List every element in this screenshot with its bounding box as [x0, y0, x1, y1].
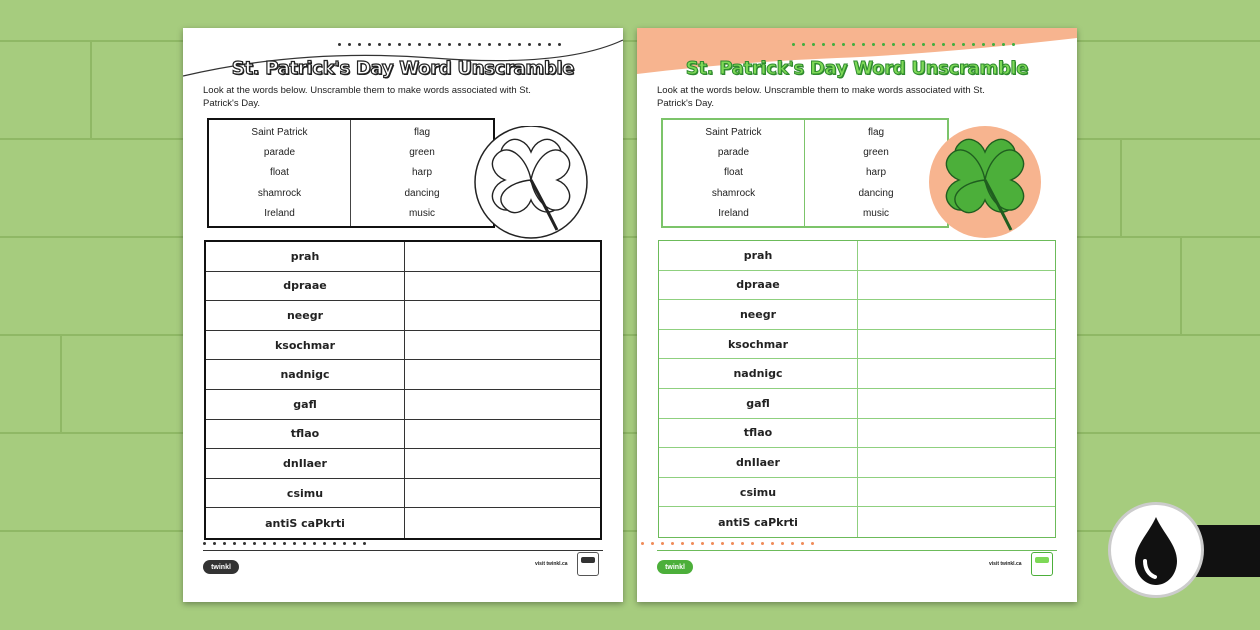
footer-dots	[203, 542, 366, 545]
answer-cell[interactable]	[858, 241, 1055, 270]
instructions: Look at the words below. Unscramble them to make words associated with St. Patrick's Day.	[203, 85, 531, 109]
word-bank-left	[663, 120, 805, 226]
word-bank-item: dancing	[404, 187, 440, 199]
visit-text: visit twinkl.ca	[989, 561, 1022, 567]
table-row	[206, 479, 600, 509]
table-row	[659, 241, 1055, 271]
table-row	[206, 390, 600, 420]
answer-cell[interactable]	[405, 272, 600, 301]
word-bank-item: music	[408, 208, 436, 220]
scrambled-word: prah	[659, 241, 858, 270]
table-row	[206, 360, 600, 390]
visit-text: visit twinkl.ca	[535, 561, 568, 567]
worksheet-colour	[637, 28, 1077, 602]
scrambled-word: antiS caPkrti	[659, 507, 858, 537]
answer-cell[interactable]	[858, 419, 1055, 448]
word-bank-item: flag	[867, 126, 885, 138]
table-row	[659, 507, 1055, 537]
word-bank-left	[209, 120, 351, 226]
word-bank-item: shamrock	[711, 187, 756, 199]
scrambled-word: tflao	[659, 419, 858, 448]
scrambled-word: ksochmar	[206, 331, 405, 360]
word-bank-item: parade	[263, 147, 296, 159]
footer-dots	[641, 542, 814, 545]
four-leaf-clover-icon	[923, 126, 1053, 244]
table-row	[206, 301, 600, 331]
scrambled-word: antiS caPkrti	[206, 508, 405, 538]
worksheet-bw	[183, 28, 623, 602]
header-dots	[792, 43, 1015, 46]
table-row	[206, 420, 600, 450]
word-bank-item: Saint Patrick	[251, 126, 308, 138]
answer-cell[interactable]	[858, 330, 1055, 359]
scrambled-word: neegr	[206, 301, 405, 330]
table-row	[206, 331, 600, 361]
word-bank-item: dancing	[858, 187, 894, 199]
scrambled-word: nadnigc	[206, 360, 405, 389]
scrambled-word: neegr	[659, 300, 858, 329]
table-row	[659, 271, 1055, 301]
answer-cell[interactable]	[858, 359, 1055, 388]
answer-cell[interactable]	[405, 301, 600, 330]
word-bank-item: green	[409, 147, 435, 159]
word-bank	[661, 118, 949, 228]
word-bank-item: harp	[411, 167, 432, 179]
table-row	[206, 272, 600, 302]
answer-cell[interactable]	[405, 479, 600, 508]
scrambled-word: csimu	[659, 478, 858, 507]
scrambled-word: tflao	[206, 420, 405, 449]
table-row	[659, 478, 1055, 508]
ink-drop-icon	[1111, 505, 1201, 595]
answer-cell[interactable]	[858, 478, 1055, 507]
scrambled-word: prah	[206, 242, 405, 271]
answer-cell[interactable]	[858, 507, 1055, 537]
answer-cell[interactable]	[405, 242, 600, 271]
word-bank	[207, 118, 495, 228]
anagram-table	[658, 240, 1056, 538]
badge-icon	[577, 552, 599, 576]
answer-cell[interactable]	[858, 389, 1055, 418]
table-row	[659, 448, 1055, 478]
scrambled-word: csimu	[206, 479, 405, 508]
page-title: St. Patrick's Day Word Unscramble	[231, 58, 575, 79]
table-row	[659, 359, 1055, 389]
scrambled-word: nadnigc	[659, 359, 858, 388]
word-bank-item: Ireland	[718, 208, 749, 220]
table-row	[206, 449, 600, 479]
scrambled-word: dnIlaer	[659, 448, 858, 477]
table-row	[659, 389, 1055, 419]
word-bank-item: float	[724, 167, 743, 179]
table-row	[659, 330, 1055, 360]
table-row	[659, 300, 1055, 330]
scrambled-word: dpraae	[206, 272, 405, 301]
table-row	[659, 419, 1055, 449]
answer-cell[interactable]	[405, 420, 600, 449]
word-bank-item: parade	[717, 147, 750, 159]
scrambled-word: gafl	[659, 389, 858, 418]
answer-cell[interactable]	[858, 271, 1055, 300]
word-bank-item: harp	[865, 167, 886, 179]
table-row	[206, 508, 600, 538]
four-leaf-clover-icon	[469, 126, 599, 244]
anagram-table	[204, 240, 602, 540]
word-bank-item: shamrock	[257, 187, 302, 199]
page-title: St. Patrick's Day Word Unscramble	[685, 58, 1029, 79]
word-bank-item: flag	[413, 126, 431, 138]
header-dots	[338, 43, 561, 46]
scrambled-word: dnIlaer	[206, 449, 405, 478]
footer-divider	[657, 550, 1057, 551]
word-bank-item: float	[270, 167, 289, 179]
answer-cell[interactable]	[405, 508, 600, 538]
answer-cell[interactable]	[405, 331, 600, 360]
footer-divider	[203, 550, 603, 551]
table-row	[206, 242, 600, 272]
scrambled-word: ksochmar	[659, 330, 858, 359]
word-bank-item: Saint Patrick	[705, 126, 762, 138]
word-bank-item: Ireland	[264, 208, 295, 220]
word-bank-item: green	[863, 147, 889, 159]
twinkl-logo: twinkl	[203, 560, 239, 574]
answer-cell[interactable]	[405, 360, 600, 389]
instructions: Look at the words below. Unscramble them to make words associated with St. Patrick's Day.	[657, 85, 985, 109]
word-bank-item: music	[862, 208, 890, 220]
scrambled-word: dpraae	[659, 271, 858, 300]
answer-cell[interactable]	[858, 300, 1055, 329]
answer-cell[interactable]	[858, 448, 1055, 477]
scrambled-word: gafl	[206, 390, 405, 419]
twinkl-logo: twinkl	[657, 560, 693, 574]
ink-drop-badge	[1108, 502, 1204, 598]
answer-cell[interactable]	[405, 449, 600, 478]
answer-cell[interactable]	[405, 390, 600, 419]
badge-icon	[1031, 552, 1053, 576]
